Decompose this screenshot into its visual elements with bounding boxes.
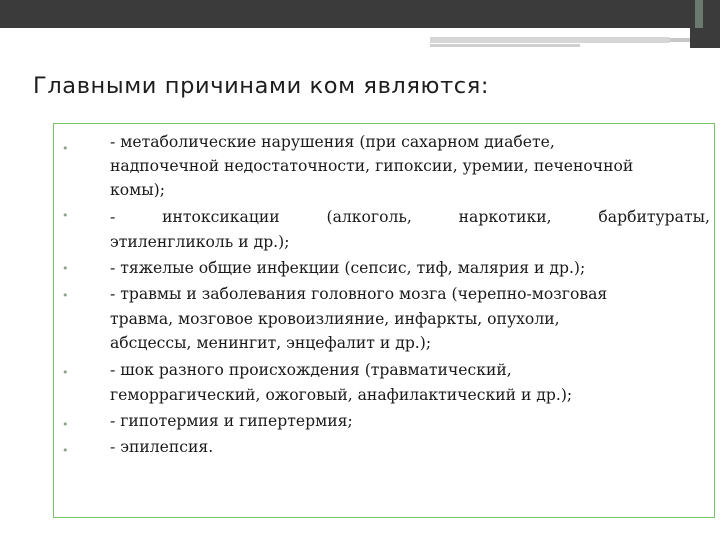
decorative-bar — [430, 44, 580, 47]
bullet-marker: • — [62, 418, 69, 431]
list-item-line: геморрагический, ожоговый, анафилактический и др.); — [110, 386, 573, 404]
decorative-bar — [670, 38, 690, 42]
header-band — [0, 0, 720, 28]
line-word: - — [110, 208, 116, 226]
decorative-bar — [430, 37, 670, 43]
list-item-line: комы); — [110, 181, 166, 199]
line-word: наркотики, — [458, 208, 552, 226]
list-item-line: - шок разного происхождения (травматический, — [110, 361, 512, 379]
list-item-line: травма, мозговое кровоизлияние, инфаркты, опухоли, — [110, 310, 560, 328]
line-word: интоксикации — [162, 208, 280, 226]
list-item-line: надпочечной недостаточности, гипоксии, уремии, печеночной — [110, 157, 634, 175]
list-item-line: этиленгликоль и др.); — [110, 233, 290, 251]
bullet-marker: • — [62, 289, 69, 302]
slide-title: Главными причинами ком являются: — [33, 73, 490, 99]
list-item-line: - тяжелые общие инфекции (сепсис, тиф, малярия и др.); — [110, 259, 586, 277]
list-item-line: - травмы и заболевания головного мозга (черепно-мозговая — [110, 285, 608, 303]
bullet-marker: • — [62, 142, 69, 155]
list-item-line: - эпилепсия. — [110, 438, 214, 456]
list-item-line: - метаболические нарушения (при сахарном диабете, — [110, 133, 555, 151]
line-word: барбитураты, — [598, 208, 710, 226]
bullet-marker: • — [62, 366, 69, 379]
list-item-line: - гипотермия и гипертермия; — [110, 412, 353, 430]
header-band-accent — [695, 0, 703, 28]
list-item-line — [110, 206, 710, 228]
line-word: (алкоголь, — [326, 208, 412, 226]
bullet-marker: • — [62, 209, 69, 222]
list-item-line: абсцессы, менингит, энцефалит и др.); — [110, 334, 432, 352]
bullet-marker: • — [62, 262, 69, 275]
bullet-marker: • — [62, 444, 69, 457]
